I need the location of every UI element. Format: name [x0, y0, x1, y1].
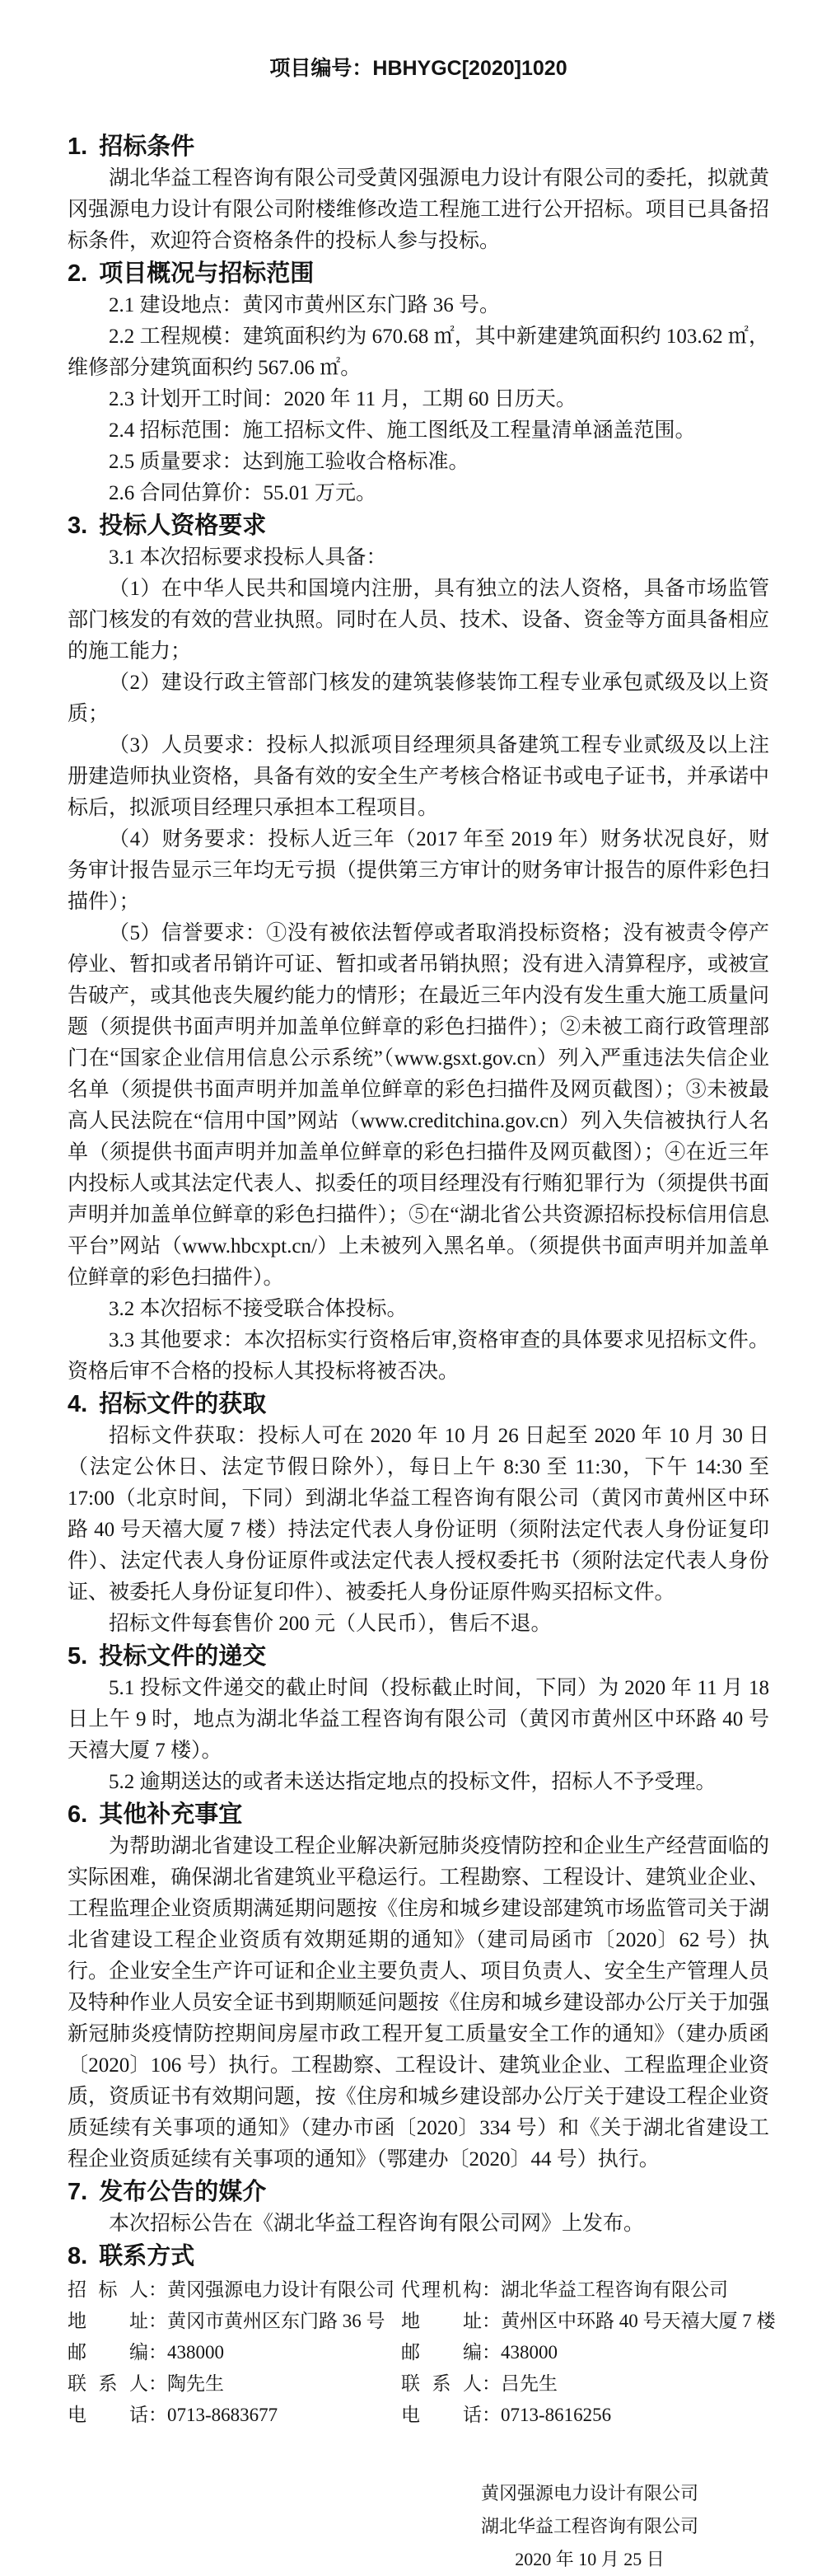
contact-cell-right: [401, 2274, 769, 2306]
signature-footer: [478, 2477, 702, 2576]
contact-cell-left: [68, 2400, 401, 2431]
contact-colon: ：: [148, 2342, 167, 2363]
paragraph: 3.2 本次招标不接受联合体投标。: [109, 1298, 408, 1320]
contact-value: 吕先生: [501, 2373, 558, 2394]
contact-label: 电话: [68, 2405, 148, 2425]
paragraph: 2.1 建设地点：黄冈市黄州区东门路 36 号。: [109, 294, 501, 316]
contact-colon: ：: [482, 2342, 501, 2363]
contact-row: [68, 2306, 776, 2337]
section-title: 联系方式: [99, 2243, 195, 2269]
project-number-header: 项目编号：HBHYGC[2020]1020: [269, 57, 567, 80]
paragraph: 5.2 逾期送达的或者未送达指定地点的投标文件，招标人不予受理。: [109, 1771, 717, 1793]
paragraph: 湖北华益工程咨询有限公司受黄冈强源电力设计有限公司的委托，拟就黄冈强源电力设计有限公司附楼维修改造工程施工进行公开招标。项目已具备招标条件，欢迎符合资格条件的投标人参与投标。: [68, 167, 769, 252]
paragraph: （3）人员要求：投标人拟派项目经理须具备建筑工程专业贰级及以上注册建造师执业资格，具备有效的安全生产考核合格证书或电子证书，并承诺中标后，拟派项目经理只承担本工程项目。: [68, 734, 769, 819]
contact-label: 联系人: [68, 2373, 148, 2394]
contact-row: [68, 2274, 769, 2306]
section-number: 5.: [68, 1643, 88, 1670]
footer-line: 湖北华益工程咨询有限公司: [480, 2516, 698, 2536]
paragraph: 3.1 本次招标要求投标人具备：: [109, 546, 387, 569]
contact-label: 电话: [401, 2405, 482, 2425]
contact-label: 邮编: [68, 2342, 148, 2363]
section-title: 投标人资格要求: [99, 513, 267, 539]
contact-label: 招标人: [68, 2279, 148, 2300]
section-heading: [68, 257, 769, 290]
section-number: 6.: [68, 1801, 88, 1828]
contact-value: 黄冈市黄州区东门路 36 号: [167, 2311, 385, 2331]
contact-colon: ：: [148, 2373, 167, 2394]
paragraph: （1）在中华人民共和国境内注册，具有独立的法人资格，具备市场监管部门核发的有效的营业执照。同时在人员、技术、设备、资金等方面具备相应的施工能力；: [68, 578, 769, 663]
section-number: 3.: [68, 513, 88, 539]
section-number: 7.: [68, 2179, 88, 2205]
document-body: [68, 130, 776, 2431]
contact-row: [68, 2337, 769, 2368]
contact-cell-right: [401, 2400, 769, 2431]
section-heading: [68, 509, 769, 542]
contact-colon: ：: [148, 2311, 167, 2331]
contact-value: 438000: [167, 2342, 224, 2363]
contact-cell-left: [68, 2337, 401, 2368]
section-number: 4.: [68, 1391, 88, 1417]
paragraph: 5.1 投标文件递交的截止时间（投标截止时间，下同）为 2020 年 11 月 18 日上午 9 时，地点为湖北华益工程咨询有限公司（黄冈市黄州区中环路 40 号天禧大厦 7 楼）。: [68, 1677, 769, 1762]
contact-cell-left: [68, 2368, 401, 2400]
paragraph: 2.3 计划开工时间：2020 年 11 月，工期 60 日历天。: [109, 388, 577, 410]
section-title: 招标文件的获取: [99, 1391, 267, 1417]
contact-value: 陶先生: [167, 2373, 224, 2394]
footer-line: 2020 年 10 月 25 日: [515, 2549, 665, 2569]
contact-colon: ：: [482, 2279, 501, 2300]
contact-colon: ：: [482, 2311, 501, 2331]
contact-value: 黄州区中环路 40 号天禧大厦 7 楼: [501, 2311, 776, 2331]
contact-value: 0713-8616256: [501, 2405, 612, 2425]
section-number: 2.: [68, 260, 88, 287]
contact-row: [68, 2400, 769, 2431]
section-title: 招标条件: [99, 133, 195, 160]
contact-colon: ：: [482, 2373, 501, 2394]
contact-label: 联系人: [401, 2373, 482, 2394]
contact-value: 438000: [501, 2342, 558, 2363]
paragraph: （4）财务要求：投标人近三年（2017 年至 2019 年）财务状况良好，财务审计报告显示三年均无亏损（提供第三方审计的财务审计报告的原件彩色扫描件）；: [68, 828, 769, 913]
section-title: 投标文件的递交: [99, 1643, 267, 1670]
contact-label: 地址: [68, 2311, 148, 2331]
paragraph: 招标文件获取：投标人可在 2020 年 10 月 26 日起至 2020 年 10 月 30 日（法定公休日、法定节假日除外），每日上午 8:30 至 11:30，下午 14:30 至 17:00（北京时间，下同）到湖北华益工程咨询有限公司（黄冈市黄州区中环路 40 号天禧大厦 7 楼）持法定代表人身份证明（须附法定代表人身份证复印件）、法定代表人身份证原件或法定代表人授权委托书（须附法定代表人身份证、被委托人身份证复印件）、被委托人身份证原件购买招标文件。: [68, 1425, 769, 1604]
section-heading: [68, 1388, 769, 1421]
section-heading: [68, 1798, 769, 1831]
section-title: 项目概况与招标范围: [99, 260, 315, 287]
paragraph: 本次招标公告在《湖北华益工程咨询有限公司网》上发布。: [109, 2213, 645, 2235]
section-heading: [68, 2176, 769, 2208]
paragraph: 招标文件每套售价 200 元（人民币），售后不退。: [109, 1613, 552, 1635]
contact-cell-left: [68, 2306, 401, 2337]
contact-block: [68, 2274, 776, 2431]
paragraph: （2）建设行政主管部门核发的建筑装修装饰工程专业承包贰级及以上资质；: [68, 672, 769, 725]
paragraph: 2.5 质量要求：达到施工验收合格标准。: [109, 451, 469, 473]
contact-cell-right: [401, 2306, 776, 2337]
contact-row: [68, 2368, 769, 2400]
contact-cell-left: [68, 2274, 401, 2306]
section-number: 8.: [68, 2243, 88, 2269]
paragraph: 为帮助湖北省建设工程企业解决新冠肺炎疫情防控和企业生产经营面临的实际困难，确保湖北省建筑业平稳运行。工程勘察、工程设计、建筑业企业、工程监理企业资质期满延期问题按《住房和城乡建设部建筑市场监管司关于湖北省建设工程企业资质有效期延期的通知》（建司局函市〔2020〕62 号）执行。企业安全生产许可证和企业主要负责人、项目负责人、安全生产管理人员及特种作业人员安全证书到期顺延问题按《住房和城乡建设部办公厅关于加强新冠肺炎疫情防控期间房屋市政工程开复工质量安全工作的通知》（建办质函〔2020〕106 号）执行。工程勘察、工程设计、建筑业企业、工程监理企业资质，资质证书有效期问题，按《住房和城乡建设部办公厅关于建设工程企业资质延续有关事项的通知》（建办市函〔2020〕334 号）和《关于湖北省建设工程企业资质延续有关事项的通知》（鄂建办〔2020〕44 号）执行。: [68, 1835, 769, 2171]
contact-value: 湖北华益工程咨询有限公司: [501, 2279, 728, 2300]
contact-colon: ：: [148, 2405, 167, 2425]
contact-colon: ：: [482, 2405, 501, 2425]
contact-value: 0713-8683677: [167, 2405, 278, 2425]
section-heading: [68, 1640, 769, 1673]
contact-cell-right: [401, 2368, 769, 2400]
contact-value: 黄冈强源电力设计有限公司: [167, 2279, 394, 2300]
footer-line: 黄冈强源电力设计有限公司: [480, 2483, 698, 2503]
paragraph: 2.2 工程规模：建筑面积约为 670.68 ㎡，其中新建建筑面积约 103.62 ㎡，维修部分建筑面积约 567.06 ㎡。: [68, 326, 769, 379]
section-heading: [68, 2240, 769, 2273]
section-heading: [68, 130, 769, 163]
section-number: 1.: [68, 133, 88, 160]
paragraph: 2.4 招标范围：施工招标文件、施工图纸及工程量清单涵盖范围。: [109, 419, 696, 442]
paragraph: 3.3 其他要求：本次招标实行资格后审,资格审查的具体要求见招标文件。资格后审不合格的投标人其投标将被否决。: [68, 1329, 769, 1383]
section-title: 发布公告的媒介: [99, 2179, 267, 2205]
contact-colon: ：: [148, 2279, 167, 2300]
paragraph: （5）信誉要求：①没有被依法暂停或者取消投标资格；没有被责令停产停业、暂扣或者吊销许可证、暂扣或者吊销执照；没有进入清算程序，或被宣告破产，或其他丧失履约能力的情形；在最近三年内没有发生重大施工质量问题（须提供书面声明并加盖单位鲜章的彩色扫描件）；②未被工商行政管理部门在“国家企业信用信息公示系统”（www.gsxt.gov.cn）列入严重违法失信企业名单（须提供书面声明并加盖单位鲜章的彩色扫描件及网页截图）；③未被最高人民法院在“信用中国”网站（www.creditchina.gov.cn）列入失信被执行人名单（须提供书面声明并加盖单位鲜章的彩色扫描件及网页截图）；④在近三年内投标人或其法定代表人、拟委任的项目经理没有行贿犯罪行为（须提供书面声明并加盖单位鲜章的彩色扫描件）；⑤在“湖北省公共资源招标投标信用信息平台”网站（www.hbcxpt.cn/）上未被列入黑名单。（须提供书面声明并加盖单位鲜章的彩色扫描件）。: [68, 922, 769, 1289]
section-title: 其他补充事宜: [99, 1801, 243, 1828]
contact-label: 邮编: [401, 2342, 482, 2363]
contact-label: 代理机构: [401, 2279, 482, 2300]
contact-cell-right: [401, 2337, 769, 2368]
paragraph: 2.6 合同估算价：55.01 万元。: [109, 482, 377, 504]
contact-label: 地址: [401, 2311, 482, 2331]
